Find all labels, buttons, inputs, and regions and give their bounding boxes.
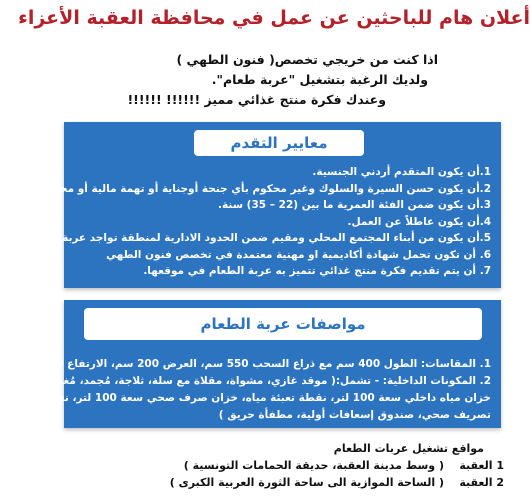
criteria-list — [0, 164, 491, 280]
specs-heading: مواصفات عربة الطعام — [84, 308, 482, 340]
criteria-item: 2.أن يكون حسن السيرة والسلوك وغير محكوم بأي جنحة أوجناية أو تهمة مالية أو مخلة بالشرف. — [0, 182, 491, 195]
specs-panel — [19, 300, 501, 428]
specs-line: 1. المقاسات: الطول 400 سم مع ذراع السحب 550 سم، العرض 200 سم، الارتفاع 280سم. — [19, 358, 491, 370]
criteria-item: 5.أن يكون من أبناء المجتمع المحلي ومقيم ضمن الحدود الادارية لمنطقة تواجد عربة الطعام. — [19, 232, 491, 244]
criteria-item: 7. أن يتم تقديم فكرة منتج غذائي تتميز به عربة الطعام في موقعها. — [143, 265, 491, 277]
sites-title: مواقع تشغيل عربات الطعام — [333, 442, 484, 455]
intro-line-2: ولديك الرغبة بتشغيل "عربة طعام". — [211, 72, 428, 87]
criteria-item: 4.أن يكون عاطلاً عن العمل. — [347, 215, 491, 228]
criteria-item: 6. أن تكون تحمل شهادة أكاديمية او مهنية معتمدة في تخصص فنون الطهي — [106, 248, 491, 261]
site-name: 2 العقبة — [459, 476, 504, 489]
site-detail: ( وسط مدينة العقبة، حديقة الحمامات التونسية ) — [183, 459, 444, 472]
intro-line-1: اذا كنت من خريجي تخصص( فنون الطهي ) — [176, 52, 438, 67]
specs-line: 2. المكونات الداخلية: - تشمل:( موقد غازي، مشواة، مقلاة مع سلة، ثلاجة، مُجمد، مُغسلة، — [38, 375, 491, 387]
intro-block — [58, 50, 438, 110]
intro-line-3: وعندك فكرة منتج غذائي مميز !!!!!! !!!!!! — [127, 92, 386, 107]
site-row — [44, 474, 504, 491]
criteria-heading: معايير التقدم — [194, 130, 364, 156]
announcement-title: أعلان هام للباحثين عن عمل في محافظة العقبة الأعزاء — [18, 7, 530, 29]
specs-line: تصريف صحي، صندوق إسعافات أولية، مطفأة حريق ) — [218, 409, 491, 421]
specs-line: خزان مياه داخلي سعة 100 لتر، نقطة تعبئة مياه، خزان صرف صحي سعة 100 لتر، نقطة — [40, 392, 491, 404]
specs-list — [19, 356, 491, 424]
site-detail: ( الساحة الموازية الى ساحة الثورة العربية الكبرى ) — [169, 476, 444, 489]
criteria-item: 3.أن يكون ضمن الفئة العمرية ما بين (22 – 35) سنة. — [218, 199, 491, 211]
criteria-panel — [0, 122, 501, 288]
site-row — [44, 457, 504, 474]
site-name: 1 العقبة — [459, 459, 504, 472]
criteria-item: 1.أن يكون المتقدم أردني الجنسية. — [312, 166, 491, 178]
sites-section — [44, 440, 504, 491]
